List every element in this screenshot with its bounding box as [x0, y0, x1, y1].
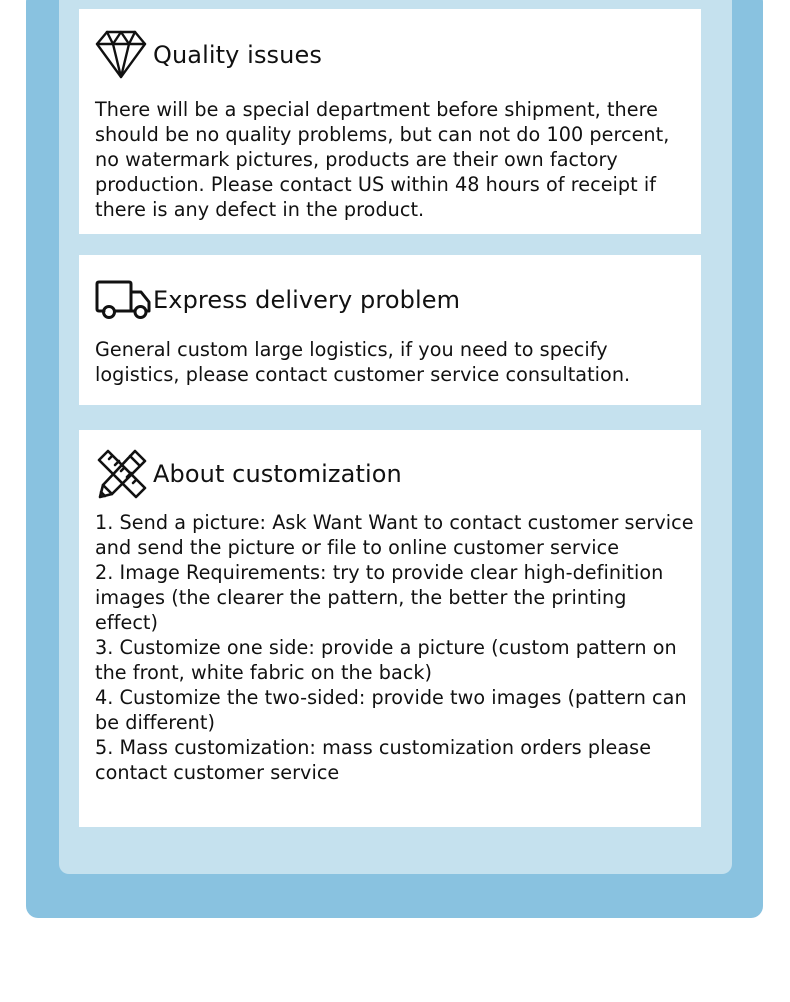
- pencil-ruler-icon: [95, 448, 151, 500]
- about-customization-card: [79, 430, 701, 827]
- list-item: 4. Customize the two-sided: provide two images (pattern can be different): [95, 686, 687, 734]
- section-title: About customization: [153, 460, 402, 488]
- section-title: Express delivery problem: [153, 286, 461, 314]
- card-header: [95, 29, 695, 81]
- body-paragraph: There will be a special department before shipment, there should be no quality problems, but can not do 100 percent, no watermark pictures, products are their own factory production. Please contact US within 48 hours of receipt if there is any defect in the product.: [95, 98, 670, 221]
- card-header: [95, 448, 695, 500]
- card-header: [95, 274, 695, 326]
- section-body: [95, 337, 695, 387]
- section-body: [95, 97, 695, 222]
- section-body: [95, 510, 695, 785]
- diamond-icon: [95, 29, 151, 81]
- body-paragraph: General custom large logistics, if you need to specify logistics, please contact customer service consultation.: [95, 338, 631, 386]
- quality-issues-card: [79, 9, 701, 234]
- express-delivery-card: [79, 255, 701, 405]
- section-title: Quality issues: [153, 41, 322, 69]
- list-item: 2. Image Requirements: try to provide clear high-definition images (the clearer the pattern, the better the printing effect): [95, 561, 664, 634]
- list-item: 1. Send a picture: Ask Want Want to contact customer service and send the picture or file to online customer service: [95, 511, 694, 559]
- delivery-truck-icon: [95, 274, 151, 326]
- list-item: 3. Customize one side: provide a picture (custom pattern on the front, white fabric on the back): [95, 636, 677, 684]
- list-item: 5. Mass customization: mass customization orders please contact customer service: [95, 736, 652, 784]
